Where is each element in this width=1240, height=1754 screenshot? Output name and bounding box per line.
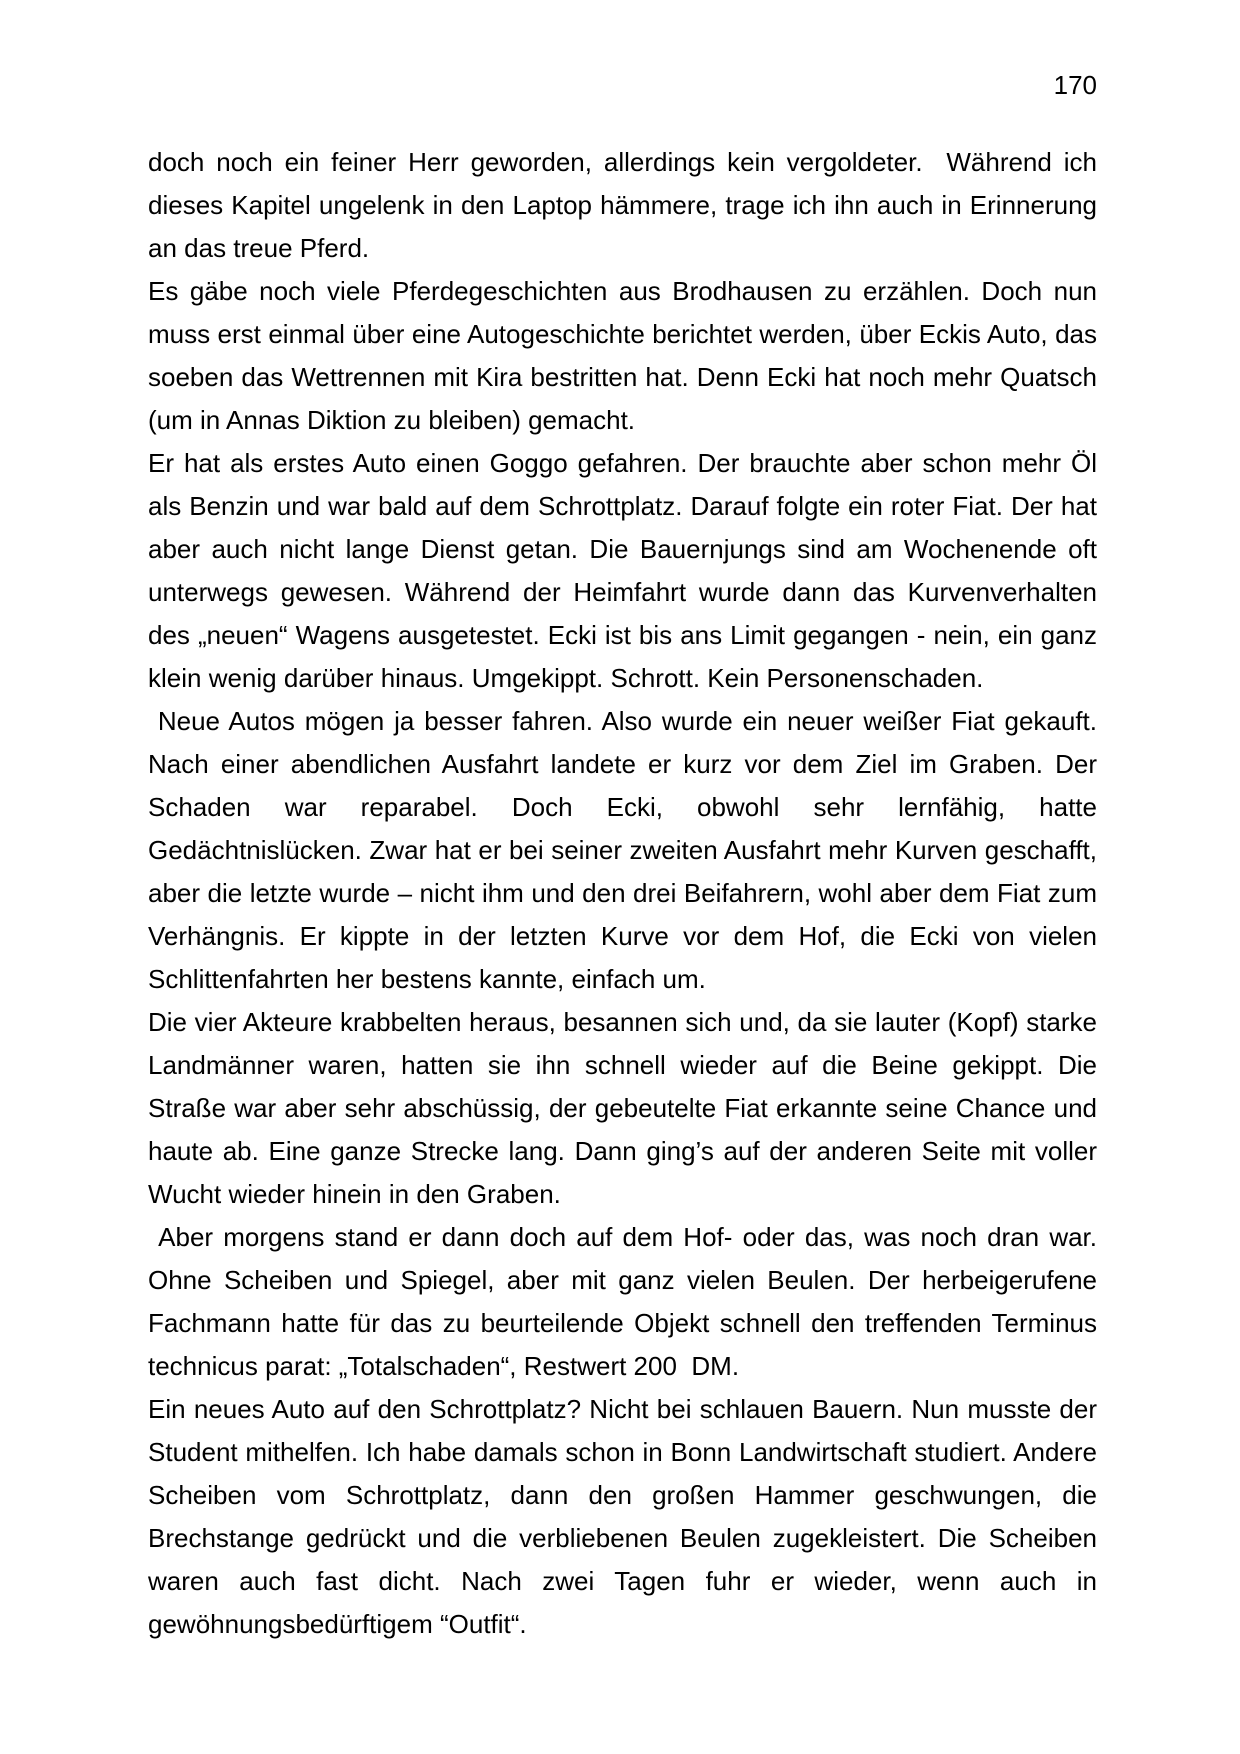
page-number: 170 (1053, 70, 1097, 100)
paragraph: Er hat als erstes Auto einen Goggo gefahren. Der brauchte aber schon mehr Öl als Benzin und war bald auf dem Schrottplatz. Darauf folgte ein roter Fiat. Der hat aber auch nicht lange Dienst getan. Die Bauernjungs sind am Wochenende oft unterwegs gewesen. Während der Heimfahrt wurde dann das Kurvenverhalten des „neuen“ Wagens ausgetestet. Ecki ist bis ans Limit gegangen - nein, ein ganz klein wenig darüber hinaus. Umgekippt. Schrott. Kein Personenschaden. (148, 448, 1097, 693)
paragraph: Neue Autos mögen ja besser fahren. Also wurde ein neuer weißer Fiat gekauft. Nach einer abendlichen Ausfahrt landete er kurz vor dem Ziel im Graben. Der Schaden war reparabel. Doch Ecki, obwohl sehr lernfähig, hatte Gedächtnislücken. Zwar hat er bei seiner zweiten Ausfahrt mehr Kurven geschafft, aber die letzte wurde – nicht ihm und den drei Beifahrern, wohl aber dem Fiat zum Verhängnis. Er kippte in der letzten Kurve vor dem Hof, die Ecki von vielen Schlittenfahrten her bestens kannte, einfach um. (148, 706, 1097, 994)
paragraph: doch noch ein feiner Herr geworden, allerdings kein vergoldeter. Während ich dieses Kapitel ungelenk in den Laptop hämmere, trage ich ihn auch in Erinnerung an das treue Pferd. (148, 147, 1097, 263)
paragraph: Die vier Akteure krabbelten heraus, besannen sich und, da sie lauter (Kopf) starke Landmänner waren, hatten sie ihn schnell wieder auf die Beine gekippt. Die Straße war aber sehr abschüssig, der gebeutelte Fiat erkannte seine Chance und haute ab. Eine ganze Strecke lang. Dann ging’s auf der anderen Seite mit voller Wucht wieder hinein in den Graben. (148, 1007, 1097, 1209)
paragraph: Ein neues Auto auf den Schrottplatz? Nicht bei schlauen Bauern. Nun musste der Student mithelfen. Ich habe damals schon in Bonn Landwirtschaft studiert. Andere Scheiben vom Schrottplatz, dann den großen Hammer geschwungen, die Brechstange gedrückt und die verbliebenen Beulen zugekleistert. Die Scheiben waren auch fast dicht. Nach zwei Tagen fuhr er wieder, wenn auch in gewöhnungsbedürftigem “Outfit“. (148, 1394, 1097, 1639)
body-text (148, 141, 1097, 1646)
paragraph: Es gäbe noch viele Pferdegeschichten aus Brodhausen zu erzählen. Doch nun muss erst einmal über eine Autogeschichte berichtet werden, über Eckis Auto, das soeben das Wettrennen mit Kira bestritten hat. Denn Ecki hat noch mehr Quatsch (um in Annas Diktion zu bleiben) gemacht. (148, 276, 1097, 435)
paragraph: Aber morgens stand er dann doch auf dem Hof- oder das, was noch dran war. Ohne Scheiben und Spiegel, aber mit ganz vielen Beulen. Der herbeigerufene Fachmann hatte für das zu beurteilende Objekt schnell den treffenden Terminus technicus parat: „Totalschaden“, Restwert 200 DM. (148, 1222, 1097, 1381)
